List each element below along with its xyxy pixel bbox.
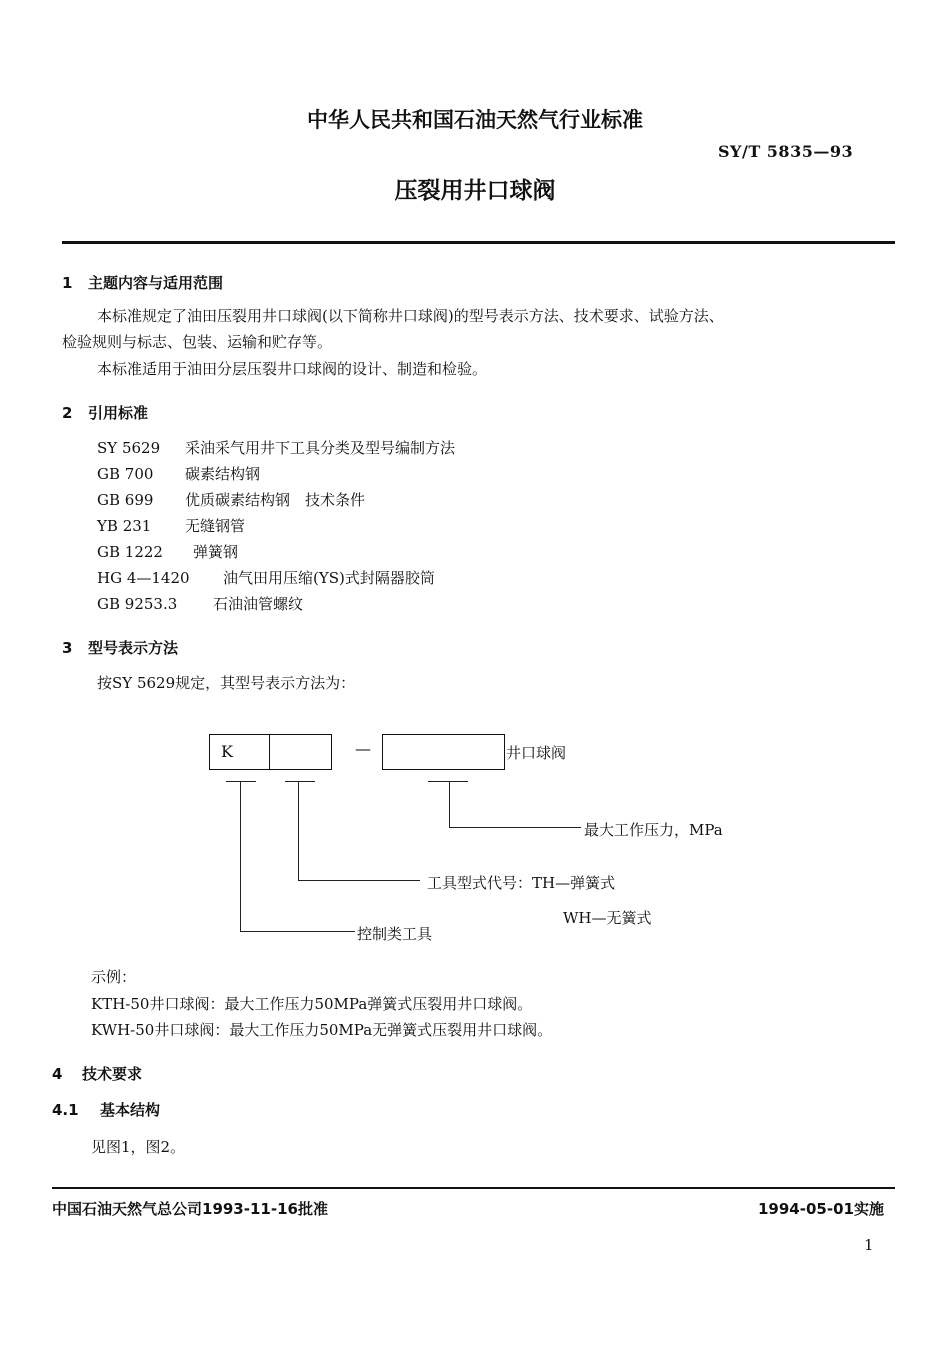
- section-4-heading: [52, 1063, 142, 1084]
- section-2-heading: [62, 402, 148, 423]
- connector-line: [428, 781, 468, 782]
- section-title: 基本结构: [100, 1101, 161, 1119]
- reference-item: GB 9253.3 石油油管螺纹: [97, 595, 304, 613]
- reference-item: YB 231 无缝钢管: [97, 517, 246, 535]
- section-1-heading: [62, 272, 223, 293]
- s4-1-text: 见图1，图2。: [91, 1138, 186, 1156]
- section-4-1-heading: [52, 1099, 160, 1120]
- section-title: 引用标准: [88, 404, 149, 422]
- s1-paragraph-1a: 本标准规定了油田压裂用井口球阀(以下简称井口球阀)的型号表示方法、技术要求、试验方法、: [97, 307, 724, 325]
- section-number: 3: [62, 639, 73, 657]
- reference-item: GB 699 优质碳素结构钢 技术条件: [97, 491, 366, 509]
- example-label: 示例：: [91, 968, 137, 986]
- footer-rule: [52, 1187, 895, 1189]
- header-rule: [62, 241, 895, 244]
- model-dash: —: [355, 739, 371, 758]
- connector-line: [240, 781, 241, 931]
- connector-line: [298, 781, 299, 881]
- reference-item: GB 1222 弹簧钢: [97, 543, 239, 561]
- connector-line: [449, 781, 450, 828]
- label-max-pressure: 最大工作压力，MPa: [584, 821, 723, 839]
- effective-date: 1994-05-01实施: [758, 1200, 884, 1218]
- s1-paragraph-2: 本标准适用于油田分层压裂井口球阀的设计、制造和检验。: [97, 360, 488, 378]
- example-1: KTH-50井口球阀：最大工作压力50MPa弹簧式压裂用井口球阀。: [91, 995, 533, 1013]
- model-box-type: [269, 734, 332, 770]
- connector-line: [298, 880, 420, 881]
- model-box-pressure: [382, 734, 505, 770]
- reference-item: GB 700 碳素结构钢: [97, 465, 261, 483]
- connector-line: [240, 931, 355, 932]
- connector-line: [449, 827, 581, 828]
- s3-intro: 按SY 5629规定，其型号表示方法为：: [97, 674, 356, 692]
- label-tool-type-2: WH—无簧式: [563, 909, 652, 927]
- connector-line: [285, 781, 315, 782]
- section-title: 型号表示方法: [88, 639, 179, 657]
- section-3-heading: [62, 637, 178, 658]
- page-number: 1: [864, 1236, 874, 1254]
- document-title: 压裂用井口球阀: [394, 178, 556, 204]
- section-number: 4.1: [52, 1101, 79, 1119]
- section-title: 技术要求: [82, 1065, 143, 1083]
- connector-line: [226, 781, 256, 782]
- label-control-tool: 控制类工具: [357, 925, 433, 943]
- model-suffix: 井口球阀: [506, 744, 567, 762]
- section-title: 主题内容与适用范围: [88, 274, 224, 292]
- approval-note: 中国石油天然气总公司1993-11-16批准: [52, 1200, 328, 1218]
- section-number: 4: [52, 1065, 63, 1083]
- label-tool-type: 工具型式代号：TH—弹簧式: [427, 874, 616, 892]
- document-org: 中华人民共和国石油天然气行业标准: [307, 108, 643, 132]
- section-number: 2: [62, 404, 73, 422]
- model-letter-k: K: [221, 742, 233, 761]
- example-2: KWH-50井口球阀：最大工作压力50MPa无弹簧式压裂用井口球阀。: [91, 1021, 553, 1039]
- reference-item: HG 4—1420 油气田用压缩(YS)式封隔器胶筒: [97, 569, 435, 587]
- model-box-control: [209, 734, 270, 770]
- reference-item: SY 5629 采油采气用井下工具分类及型号编制方法: [97, 439, 456, 457]
- standard-code: SY/T 5835—93: [718, 142, 854, 161]
- section-number: 1: [62, 274, 73, 292]
- s1-paragraph-1b: 检验规则与标志、包装、运输和贮存等。: [62, 333, 333, 351]
